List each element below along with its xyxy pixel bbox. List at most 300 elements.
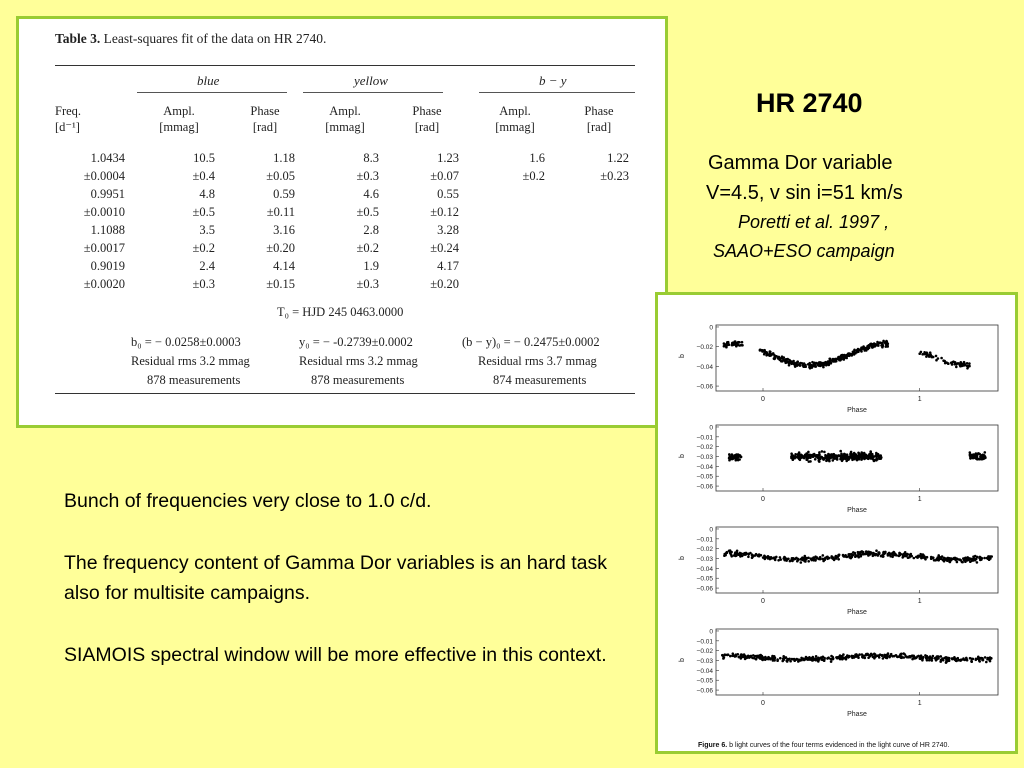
table-cell: ±0.0020	[83, 277, 125, 291]
y-tick-label: 0	[709, 424, 713, 432]
data-point	[928, 354, 931, 357]
data-point	[811, 361, 814, 364]
data-point	[931, 356, 934, 359]
residual-yellow: Residual rms 3.2 mmag	[299, 354, 418, 368]
data-point	[972, 456, 975, 459]
data-point	[818, 658, 821, 661]
data-point	[747, 556, 750, 559]
data-point	[943, 558, 946, 561]
y-tick-label: −0.05	[696, 575, 713, 583]
y-tick-label: −0.02	[696, 546, 713, 554]
data-point	[853, 350, 856, 353]
data-point	[791, 557, 794, 560]
data-point	[812, 455, 815, 458]
figure-panel	[655, 292, 1018, 754]
group-yellow: yellow	[354, 73, 388, 88]
data-point	[887, 652, 890, 655]
data-point	[796, 363, 799, 366]
measurements-blue: 878 measurements	[147, 373, 241, 387]
data-point	[869, 450, 872, 453]
data-point	[813, 559, 816, 562]
data-point	[876, 344, 879, 347]
x-axis-label: Phase	[847, 711, 867, 718]
data-point	[879, 455, 882, 458]
data-point	[791, 455, 794, 458]
y-tick-label: −0.02	[696, 648, 713, 656]
data-point	[867, 554, 870, 557]
data-point	[876, 455, 879, 458]
data-point	[954, 559, 957, 562]
table-caption	[55, 31, 326, 47]
table-cell: 1.0434	[90, 151, 125, 165]
data-point	[738, 341, 741, 344]
data-point	[739, 552, 742, 555]
y-axis-label: b	[679, 454, 686, 458]
data-point	[807, 560, 810, 563]
table-cell: 4.14	[273, 259, 295, 273]
x-axis-label: Phase	[847, 507, 867, 514]
data-point	[859, 554, 862, 557]
data-point	[827, 360, 830, 363]
data-point	[878, 552, 881, 555]
data-point	[981, 454, 984, 457]
residual-blue: Residual rms 3.2 mmag	[131, 354, 250, 368]
data-point	[871, 346, 874, 349]
data-point	[923, 353, 926, 356]
column-header-line: [rad]	[414, 120, 440, 134]
data-point	[925, 355, 928, 358]
table-cell: 1.23	[437, 151, 459, 165]
data-point	[861, 550, 864, 553]
data-point	[806, 453, 809, 456]
data-point	[845, 460, 848, 463]
data-point	[851, 656, 854, 659]
data-point	[808, 460, 811, 463]
table-cell: ±0.3	[356, 277, 379, 291]
x-tick-label: 0	[761, 700, 765, 707]
data-point	[842, 657, 845, 660]
data-point	[977, 452, 980, 455]
info-line-2: V=4.5, v sin i=51 km/s	[706, 182, 903, 204]
data-point	[815, 655, 818, 658]
data-point	[770, 354, 773, 357]
data-point	[764, 658, 767, 661]
data-point	[935, 355, 938, 358]
data-point	[760, 554, 763, 557]
data-point	[936, 658, 939, 661]
data-point	[759, 657, 762, 660]
data-point	[781, 660, 784, 663]
data-point	[829, 457, 832, 460]
data-point	[792, 658, 795, 661]
data-point	[830, 655, 833, 658]
data-point	[839, 657, 842, 660]
data-point	[913, 557, 916, 560]
table-cell: 0.9951	[90, 187, 125, 201]
data-point	[773, 354, 776, 357]
data-point	[740, 657, 743, 660]
y-tick-label: −0.03	[696, 556, 713, 564]
data-point	[976, 457, 979, 460]
data-point	[937, 554, 940, 557]
data-point	[923, 557, 926, 560]
data-point	[919, 555, 922, 558]
data-point	[946, 658, 949, 661]
data-point	[939, 660, 942, 663]
y-tick-label: −0.04	[696, 363, 713, 371]
data-point	[873, 653, 876, 656]
data-point	[883, 656, 886, 659]
plot-frame	[716, 325, 998, 391]
data-point	[826, 558, 829, 561]
data-point	[919, 655, 922, 658]
data-point	[974, 453, 977, 456]
data-point	[819, 558, 822, 561]
data-point	[834, 556, 837, 559]
data-point	[794, 557, 797, 560]
data-point	[764, 556, 767, 559]
data-point	[835, 656, 838, 659]
data-point	[724, 343, 727, 346]
t0-line: T₀ = HJD 245 0463.0000	[277, 305, 404, 319]
data-point	[982, 658, 985, 661]
table-bottom-rule	[55, 393, 635, 394]
data-point	[945, 660, 948, 663]
data-point	[855, 653, 858, 656]
data-point	[845, 356, 848, 359]
data-point	[851, 354, 854, 357]
data-point	[972, 658, 975, 661]
data-point	[922, 553, 925, 556]
table-cell: 0.9019	[90, 259, 125, 273]
data-point	[788, 658, 791, 661]
data-point	[905, 656, 908, 659]
data-point	[932, 655, 935, 658]
data-point	[877, 655, 880, 658]
data-point	[910, 553, 913, 556]
data-point	[926, 659, 929, 662]
data-point	[861, 454, 864, 457]
data-point	[761, 655, 764, 658]
group-rule-b-y	[479, 92, 635, 93]
plot-frame	[716, 629, 998, 695]
table-cell: 1.6	[529, 151, 545, 165]
data-point	[788, 361, 791, 364]
data-point	[861, 653, 864, 656]
data-point	[726, 344, 729, 347]
table-cell: ±0.05	[266, 169, 295, 183]
data-point	[796, 456, 799, 459]
data-point	[857, 452, 860, 455]
data-point	[761, 349, 764, 352]
data-point	[916, 556, 919, 559]
data-point	[881, 342, 884, 345]
data-point	[837, 555, 840, 558]
y-axis-label: b	[679, 556, 686, 560]
data-point	[974, 559, 977, 562]
data-point	[735, 551, 738, 554]
y-tick-label: −0.06	[696, 483, 713, 491]
x-axis-label: Phase	[847, 407, 867, 414]
data-point	[752, 554, 755, 557]
data-point	[978, 660, 981, 663]
data-point	[840, 453, 843, 456]
data-point	[731, 655, 734, 658]
data-point	[751, 557, 754, 560]
column-header	[475, 103, 555, 135]
column-header	[305, 103, 385, 135]
data-point	[860, 457, 863, 460]
data-point	[844, 555, 847, 558]
data-point	[814, 364, 817, 367]
data-point	[966, 365, 969, 368]
data-point	[857, 350, 860, 353]
data-point	[779, 657, 782, 660]
data-point	[806, 458, 809, 461]
data-point	[833, 559, 836, 562]
data-point	[747, 553, 750, 556]
data-point	[954, 361, 957, 364]
data-point	[830, 660, 833, 663]
data-point	[933, 559, 936, 562]
data-point	[971, 559, 974, 562]
y-tick-label: −0.01	[696, 536, 713, 544]
data-point	[987, 557, 990, 560]
data-point	[836, 457, 839, 460]
data-point	[953, 656, 956, 659]
data-point	[729, 655, 732, 658]
table-cell: ±0.4	[192, 169, 215, 183]
data-point	[759, 349, 762, 352]
data-point	[782, 655, 785, 658]
data-point	[798, 362, 801, 365]
data-point	[822, 554, 825, 557]
data-point	[868, 344, 871, 347]
figure-caption-text: b light curves of the four terms evidenced in the light curve of HR 2740.	[729, 742, 950, 749]
data-point	[959, 659, 962, 662]
table-cell: ±0.20	[266, 241, 295, 255]
group-rule-yellow	[303, 92, 443, 93]
data-point	[964, 659, 967, 662]
data-point	[734, 655, 737, 658]
table-cell: 4.8	[199, 187, 215, 201]
data-point	[835, 360, 838, 363]
paragraph-3: SIAMOIS spectral window will be more effective in this context.	[64, 644, 607, 666]
table-top-rule	[55, 65, 635, 66]
data-point	[773, 659, 776, 662]
data-point	[801, 456, 804, 459]
slide-title: HR 2740	[756, 88, 863, 118]
data-point	[758, 654, 761, 657]
table-cell: ±0.24	[430, 241, 459, 255]
data-point	[731, 453, 734, 456]
table-cell: 4.17	[437, 259, 459, 273]
column-header	[387, 103, 467, 135]
y-tick-label: 0	[709, 628, 713, 636]
paragraph-2: The frequency content of Gamma Dor variables is an hard task also for multisite campaigns.	[64, 552, 608, 604]
info-line-1: Gamma Dor variable	[708, 152, 893, 174]
data-point	[839, 357, 842, 360]
data-point	[983, 457, 986, 460]
data-point	[856, 555, 859, 558]
y-tick-label: −0.04	[696, 565, 713, 573]
data-point	[955, 659, 958, 662]
data-point	[845, 658, 848, 661]
column-header	[55, 103, 135, 135]
column-header-line: Phase	[250, 104, 280, 118]
data-point	[830, 362, 833, 365]
data-point	[843, 354, 846, 357]
data-point	[730, 555, 733, 558]
table-cell: 2.8	[363, 223, 379, 237]
table-cell: ±0.0010	[83, 205, 125, 219]
y-tick-label: −0.06	[696, 687, 713, 695]
data-point	[779, 558, 782, 561]
data-point	[825, 362, 828, 365]
table-cell: ±0.5	[192, 205, 215, 219]
data-point	[869, 453, 872, 456]
data-point	[886, 341, 889, 344]
data-point	[864, 455, 867, 458]
table-cell: ±0.23	[600, 169, 629, 183]
residual-b-y: Residual rms 3.7 mmag	[478, 354, 597, 368]
data-point	[793, 362, 796, 365]
data-point	[772, 557, 775, 560]
x-tick-label: 0	[761, 496, 765, 503]
data-point	[967, 559, 970, 562]
data-point	[769, 351, 772, 354]
data-point	[910, 655, 913, 658]
data-point	[742, 655, 745, 658]
data-point	[963, 363, 966, 366]
data-point	[823, 451, 826, 454]
data-point	[930, 556, 933, 559]
data-point	[822, 558, 825, 561]
data-point	[970, 660, 973, 663]
data-point	[943, 360, 946, 363]
data-point	[862, 656, 865, 659]
data-point	[980, 558, 983, 561]
data-point	[911, 658, 914, 661]
data-point	[816, 659, 819, 662]
data-point	[764, 352, 767, 355]
data-point	[899, 553, 902, 556]
data-point	[740, 456, 743, 459]
column-header-line: Phase	[584, 104, 614, 118]
data-point	[898, 655, 901, 658]
data-point	[803, 455, 806, 458]
table-panel	[16, 16, 668, 428]
data-point	[956, 362, 959, 365]
y-tick-label: −0.01	[696, 638, 713, 646]
data-point	[843, 358, 846, 361]
data-point	[754, 655, 757, 658]
data-point	[888, 655, 891, 658]
data-point	[856, 456, 859, 459]
data-point	[768, 657, 771, 660]
data-point	[926, 655, 929, 658]
table-cell: ±0.2	[356, 241, 379, 255]
data-point	[748, 656, 751, 659]
data-point	[864, 654, 867, 657]
data-point	[969, 657, 972, 660]
data-point	[966, 556, 969, 559]
column-header-line: Phase	[412, 104, 442, 118]
measurements-b-y: 874 measurements	[493, 373, 587, 387]
data-point	[832, 456, 835, 459]
y-tick-label: −0.03	[696, 454, 713, 462]
data-point	[847, 656, 850, 659]
table-cell: 10.5	[193, 151, 215, 165]
data-point	[731, 458, 734, 461]
data-point	[728, 459, 731, 462]
data-point	[920, 351, 923, 354]
group-b-y: b − y	[539, 73, 567, 88]
data-point	[817, 362, 820, 365]
y-tick-label: −0.03	[696, 658, 713, 666]
data-point	[880, 344, 883, 347]
table-cell: 1.22	[607, 151, 629, 165]
data-point	[837, 558, 840, 561]
data-point	[740, 653, 743, 656]
table-caption-text: Least-squares fit of the data on HR 2740.	[103, 31, 327, 46]
data-point	[785, 660, 788, 663]
data-point	[872, 655, 875, 658]
data-point	[820, 362, 823, 365]
measurements-yellow: 878 measurements	[311, 373, 405, 387]
data-point	[981, 458, 984, 461]
x-tick-label: 1	[917, 598, 922, 605]
data-point	[829, 454, 832, 457]
data-point	[851, 455, 854, 458]
data-point	[902, 652, 905, 655]
table-cell: 8.3	[363, 151, 379, 165]
data-point	[755, 553, 758, 556]
data-point	[789, 660, 792, 663]
data-point	[819, 457, 822, 460]
table-cell: ±0.2	[522, 169, 545, 183]
data-point	[872, 456, 875, 459]
data-point	[824, 454, 827, 457]
data-point	[862, 553, 865, 556]
data-point	[729, 552, 732, 555]
data-point	[800, 561, 803, 564]
data-point	[983, 557, 986, 560]
data-point	[828, 460, 831, 463]
data-point	[870, 344, 873, 347]
data-point	[950, 362, 953, 365]
data-point	[966, 659, 969, 662]
data-point	[776, 659, 779, 662]
data-point	[984, 451, 987, 454]
data-point	[905, 555, 908, 558]
data-point	[955, 366, 958, 369]
data-point	[784, 559, 787, 562]
table-cell: 3.16	[273, 223, 295, 237]
table-cell: ±0.3	[192, 277, 215, 291]
data-point	[773, 357, 776, 360]
table-cell: ±0.15	[266, 277, 295, 291]
data-point	[832, 358, 835, 361]
table-cell: ±0.11	[266, 205, 295, 219]
data-point	[761, 658, 764, 661]
table-cell: 1.1088	[90, 223, 125, 237]
x-tick-label: 1	[917, 396, 922, 403]
group-rule-blue	[137, 92, 287, 93]
data-point	[779, 357, 782, 360]
data-point	[850, 553, 853, 556]
data-point	[764, 656, 767, 659]
